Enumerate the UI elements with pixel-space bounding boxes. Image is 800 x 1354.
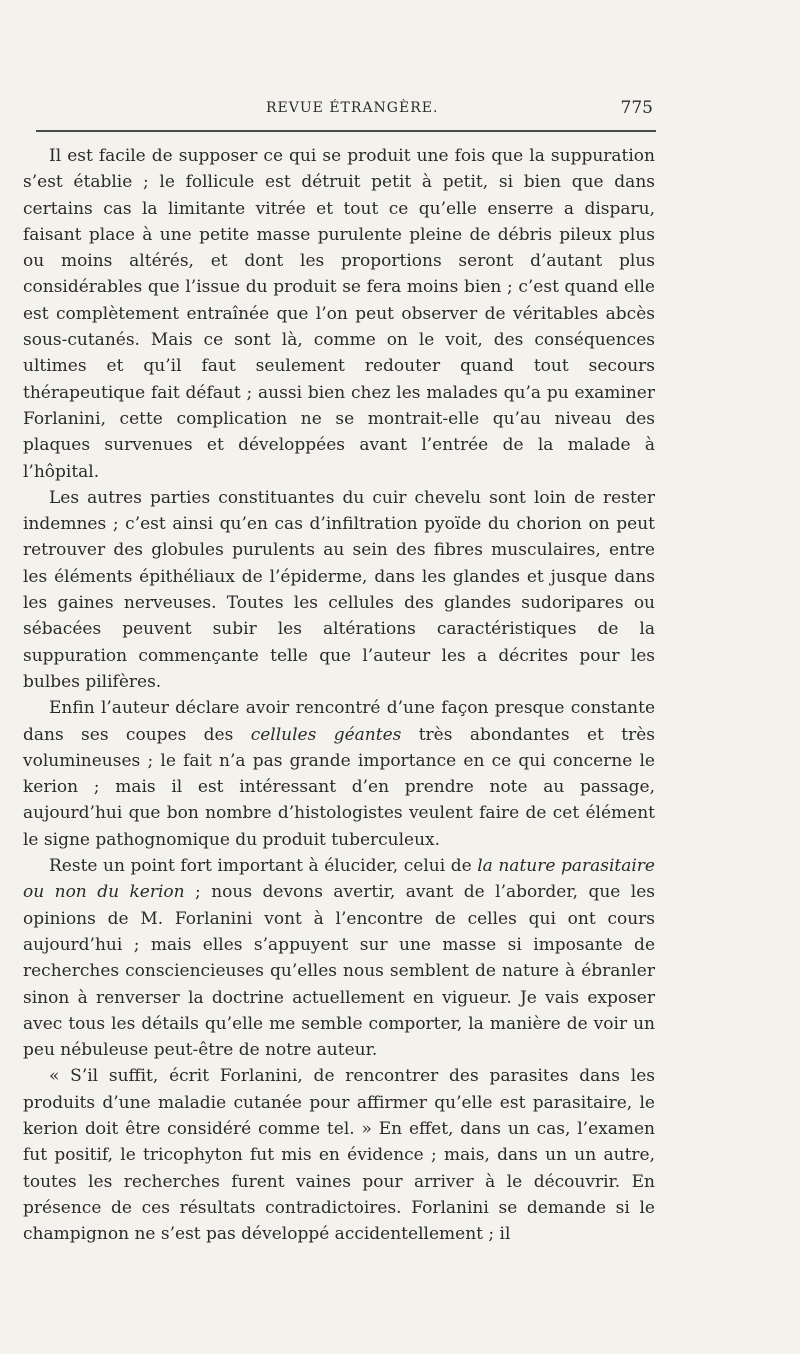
italic-term: cellules géantes <box>250 724 402 745</box>
running-title: REVUE ÉTRANGÈRE. <box>266 100 439 116</box>
paragraph-cellules-geantes <box>23 695 655 853</box>
body-text <box>23 143 655 1247</box>
paragraph-text-before: Enfin l’auteur déclare avoir rencontré d’une façon presque constante dans ses coupes des <box>23 698 655 745</box>
paragraph-text-after: ; nous devons avertir, avant de l’aborder, que les opinions de M. Forlanini vont à l’encontre de celles qui ont cours aujourd’hui ; mais elles s’appuyent sur une masse si imposante de recherches consciencieuses qu’elles nous semblent de nature à ébranler sinon à renverser la doctrine actuellement en vigueur. Je vais exposer avec tous les détails qu’elle me semble comporter, la manière de voir un peu nébuleuse peut-être de notre auteur. <box>23 882 656 1061</box>
paragraph-suppuration <box>23 143 655 485</box>
italic-term: la nature parasitaire ou non du kerion <box>23 856 655 903</box>
page-number: 775 <box>620 98 653 118</box>
paragraph-text: « S’il suffit, écrit Forlanini, de rencontrer des parasites dans les produits d’une maladie cutanée pour affirmer qu’elle est parasitaire, le kerion doit être considéré comme tel. » En effet, dans un cas, l’examen fut positif, le tricophyton fut mis en évidence ; mais, dans un un autre, toutes les recherches furent vaines pour arriver à le découvrir. En présence de ces résultats contradictoires. Forlanini se demande si le champignon ne s’est pas développé accidentellement ; il <box>23 1066 655 1245</box>
header-rule <box>36 130 656 132</box>
paragraph-forlanini-quote <box>23 1063 655 1247</box>
paragraph-text: Il est facile de supposer ce qui se produit une fois que la suppuration s’est établie ; le follicule est détruit petit à petit, si bien que dans certains cas la limitante vitrée et tout ce qu’elle enserre a disparu, faisant place à une petite masse purulente pleine de débris pileux plus ou moins altérés, et dont les proportions seront d’autant plus considérables que l’issue du produit se fera moins bien ; c’est quand elle est complètement entraînée que l’on peut observer de véritables abcès sous-cutanés. Mais ce sont là, comme on le voit, des conséquences ultimes et qu’il faut seulement redouter quand tout secours thérapeutique fait défaut ; aussi bien chez les malades qu’a pu examiner Forlanini, cette complication ne se montrait-elle qu’au niveau des plaques survenues et développées avant l’entrée de la malade à l’hôpital. <box>23 146 655 482</box>
paragraph-text: Les autres parties constituantes du cuir chevelu sont loin de rester indemnes ; c’est ainsi qu’en cas d’infiltration pyoïde du chorion on peut retrouver des globules purulents au sein des fibres musculaires, entre les éléments épithéliaux de l’épiderme, dans les glandes et jusque dans les gaines nerveuses. Toutes les cellules des glandes sudoripares ou sébacées peuvent subir les altérations caractéristiques de la suppuration commençante telle que l’auteur les a décrites pour les bulbes pilifères. <box>23 487 655 692</box>
paragraph-cuir-chevelu <box>23 485 655 695</box>
paragraph-text-after: très abondantes et très volumineuses ; le fait n’a pas grande importance en ce qui concerne le kerion ; mais il est intéressant d’en prendre note au passage, aujourd’hui que bon nombre d’histologistes veulent faire de cet élément le signe pathognomique du produit tuberculeux. <box>23 724 655 850</box>
paragraph-nature-parasitaire <box>23 853 655 1063</box>
paragraph-text-before: Reste un point fort important à élucider, celui de <box>49 856 478 877</box>
page-header <box>36 98 653 124</box>
